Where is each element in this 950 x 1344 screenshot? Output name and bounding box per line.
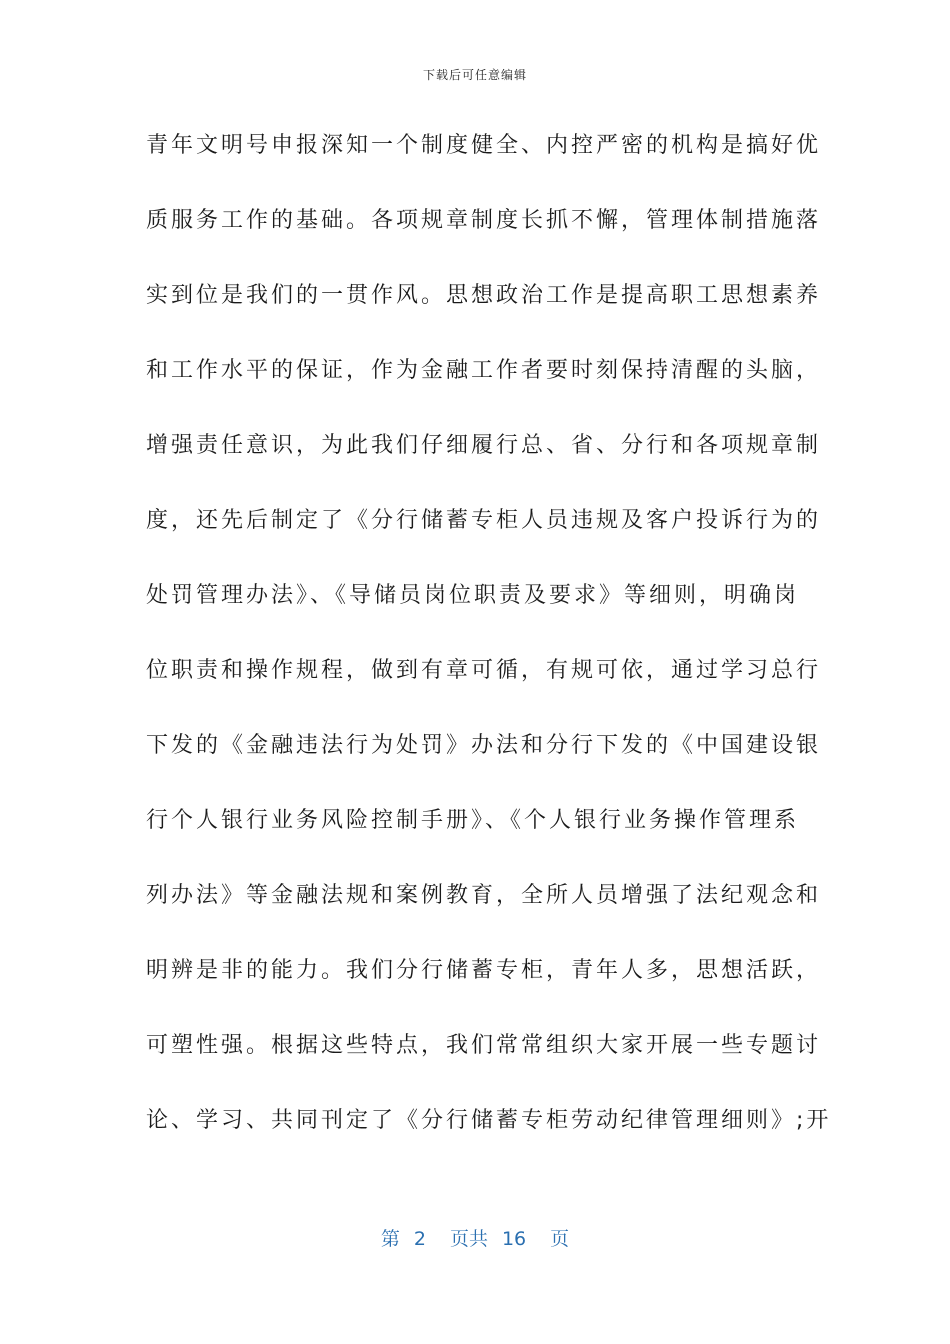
body-line: 行个人银行业务风险控制手册》、《个人银行业务操作管理系 xyxy=(146,808,800,833)
body-line: 青年文明号申报深知一个制度健全、内控严密的机构是搞好优 xyxy=(146,133,822,158)
body-line: 论、学习、共同刊定了《分行储蓄专柜劳动纪律管理细则》;开 xyxy=(146,1108,832,1133)
footer-total-pages: 16 xyxy=(501,1228,527,1250)
body-line: 可塑性强。根据这些特点，我们常常组织大家开展一些专题讨 xyxy=(146,1033,822,1058)
body-line: 处罚管理办法》、《导储员岗位职责及要求》等细则，明确岗 xyxy=(146,583,800,608)
body-line: 度，还先后制定了《分行储蓄专柜人员违规及客户投诉行为的 xyxy=(146,508,822,533)
footer-page-number: 2 xyxy=(413,1228,426,1250)
body-line: 位职责和操作规程，做到有章可循，有规可依，通过学习总行 xyxy=(146,658,822,683)
page-footer xyxy=(0,1224,950,1251)
footer-prefix: 第 xyxy=(380,1228,400,1250)
body-line: 增强责任意识，为此我们仔细履行总、省、分行和各项规章制 xyxy=(146,433,822,458)
footer-middle: 页共 xyxy=(449,1228,488,1250)
page-header: 下载后可任意编辑 xyxy=(422,68,527,82)
footer-suffix: 页 xyxy=(550,1228,570,1250)
body-line: 明辨是非的能力。我们分行储蓄专柜，青年人多，思想活跃， xyxy=(146,958,822,983)
body-line: 实到位是我们的一贯作风。思想政治工作是提高职工思想素养 xyxy=(146,283,822,308)
body-line: 和工作水平的保证，作为金融工作者要时刻保持清醒的头脑， xyxy=(146,358,822,383)
body-line: 列办法》等金融法规和案例教育，全所人员增强了法纪观念和 xyxy=(146,883,822,908)
document-body xyxy=(146,128,832,1178)
body-line: 下发的《金融违法行为处罚》办法和分行下发的《中国建设银 xyxy=(146,733,822,758)
body-line: 质服务工作的基础。各项规章制度长抓不懈，管理体制措施落 xyxy=(146,208,822,233)
